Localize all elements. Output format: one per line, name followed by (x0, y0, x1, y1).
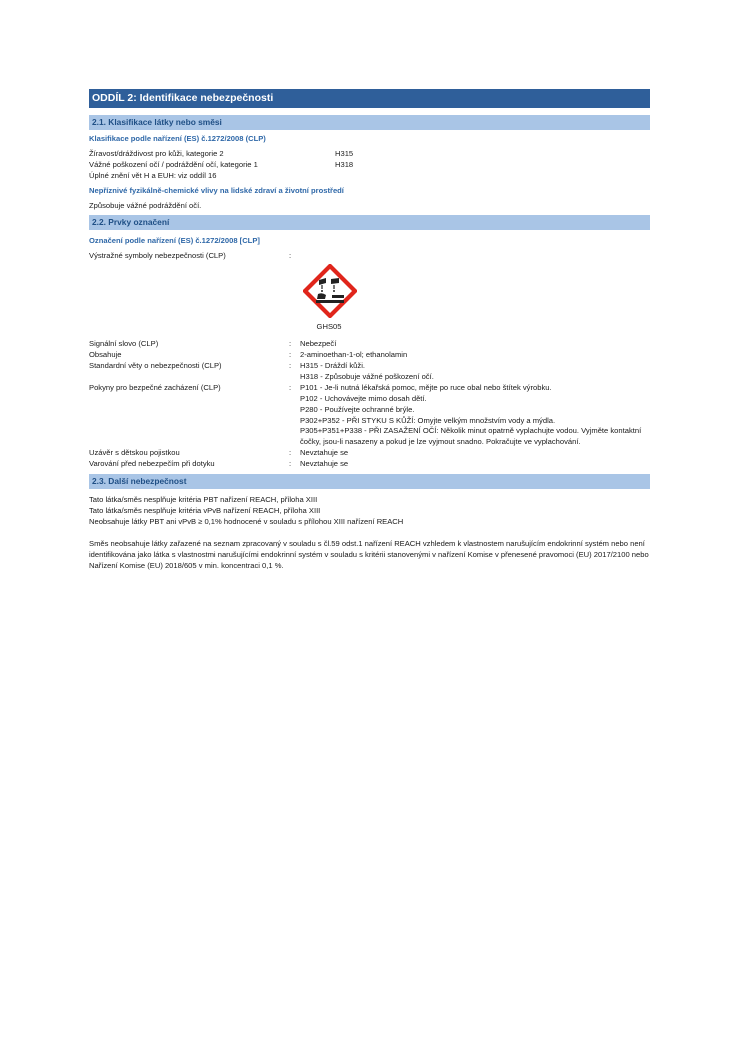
other-hazards-list (89, 495, 650, 528)
hazard-row (89, 160, 650, 171)
hazard-row (89, 149, 650, 160)
colon-separator: : (289, 339, 292, 349)
effects-heading: Nepříznivé fyzikálně-chemické vlivy na lidské zdraví a životní prostředí (89, 185, 344, 195)
precautionary-statement: P101 - Je-li nutná lékařská pomoc, mějte po ruce obal nebo štítek výrobku. (300, 382, 552, 392)
colon-separator: : (289, 360, 292, 370)
row-label: Pokyny pro bezpečné zacházení (CLP) (89, 382, 221, 392)
ghs05-corrosion-icon (303, 264, 357, 318)
pictogram-row (89, 251, 650, 262)
row-value: Nevztahuje se (300, 459, 349, 469)
table-row (89, 339, 650, 350)
colon-separator: : (289, 350, 292, 360)
hazard-list (89, 149, 650, 182)
row-value (300, 361, 650, 383)
precautionary-statement: P305+P351+P338 - PŘI ZASAŽENÍ OČÍ: Několik minut opatrně vyplachujte vodou. Vyjměte kontaktní čočky, jsou-li nasazeny a pokud je lze vyjmout snadno. Pokračujte ve vyplachování. (300, 426, 642, 447)
subsection-2-2-title: 2.2. Prvky označení (89, 215, 650, 230)
hazard-code: H318 (335, 159, 354, 169)
section-title: ODDÍL 2: Identifikace nebezpečnosti (89, 89, 650, 108)
row-value: Nebezpečí (300, 339, 337, 349)
hazard-code: H315 (335, 148, 354, 158)
pictogram-label: Výstražné symboly nebezpečnosti (CLP) (89, 251, 226, 261)
label-elements-table (89, 339, 650, 470)
clp-labelling-heading: Označení podle nařízení (ES) č.1272/2008 [CLP] (89, 236, 260, 246)
row-value: Nevztahuje se (300, 448, 349, 458)
row-label: Obsahuje (89, 350, 122, 360)
row-label: Varování před nebezpečím při dotyku (89, 459, 215, 469)
precautionary-statement: P302+P352 - PŘI STYKU S KŮŽÍ: Omyjte velkým množstvím vody a mýdla. (300, 415, 556, 425)
hazard-text: Vážné poškození očí / podráždění očí, kategorie 1 (89, 159, 258, 169)
row-label: Signální slovo (CLP) (89, 339, 159, 349)
other-hazard-line: Neobsahuje látky PBT ani vPvB ≥ 0,1% hodnocené v souladu s přílohou XIII nařízení REACH (89, 516, 404, 526)
other-hazard-line: Tato látka/směs nesplňuje kritéria PBT nařízení REACH, příloha XIII (89, 495, 318, 505)
colon-separator: : (289, 382, 292, 392)
hazard-text: Žíravost/dráždivost pro kůži, kategorie 2 (89, 148, 224, 158)
sds-page (89, 89, 650, 571)
table-row (89, 383, 650, 448)
table-row (89, 459, 650, 470)
precautionary-statement: P280 - Používejte ochranné brýle. (300, 404, 415, 414)
ghs05-pictogram (301, 264, 357, 333)
subsection-2-1-title: 2.1. Klasifikace látky nebo směsi (89, 115, 650, 130)
row-label: Standardní věty o nebezpečnosti (CLP) (89, 360, 222, 370)
pictogram-code: GHS05 (316, 322, 342, 332)
endocrine-paragraph: Směs neobsahuje látky zařazené na seznam zpracovaný v souladu s čl.59 odst.1 nařízení REACH vzhledem k vlastnostem narušujícím endokrinní systém nebo není identifikována jako látka s vlastnostmi narušujícími endokrinní systém v souladu s kritérii stanovenými v nařízení Komise v přenesené pravomoci (EU) 2017/2100 nebo Nařízení Komise (EU) 2018/605 v min. koncentraci 0,1 %. (89, 538, 649, 570)
row-value: 2-aminoethan-1-ol; ethanolamin (300, 350, 408, 360)
other-hazard-line: Tato látka/směs nesplňuje kritéria vPvB nařízení REACH, příloha XIII (89, 505, 321, 515)
full-text-note: Úplné znění vět H a EUH: viz oddíl 16 (89, 170, 217, 180)
colon-separator: : (289, 448, 292, 458)
hazard-statement: H318 - Způsobuje vážné poškození očí. (300, 371, 434, 381)
colon-separator: : (289, 459, 292, 469)
precautionary-statement: P102 - Uchovávejte mimo dosah dětí. (300, 393, 427, 403)
row-label: Uzávěr s dětskou pojistkou (89, 448, 180, 458)
subsection-2-3-title: 2.3. Další nebezpečnost (89, 474, 650, 489)
effects-text: Způsobuje vážné podráždění očí. (89, 200, 202, 210)
table-row (89, 350, 650, 361)
colon-separator: : (289, 251, 292, 261)
row-value (300, 383, 650, 448)
hazard-statement: H315 - Dráždí kůži. (300, 360, 365, 370)
table-row (89, 448, 650, 459)
clp-classification-heading: Klasifikace podle nařízení (ES) č.1272/2008 (CLP) (89, 134, 266, 143)
table-row (89, 361, 650, 383)
